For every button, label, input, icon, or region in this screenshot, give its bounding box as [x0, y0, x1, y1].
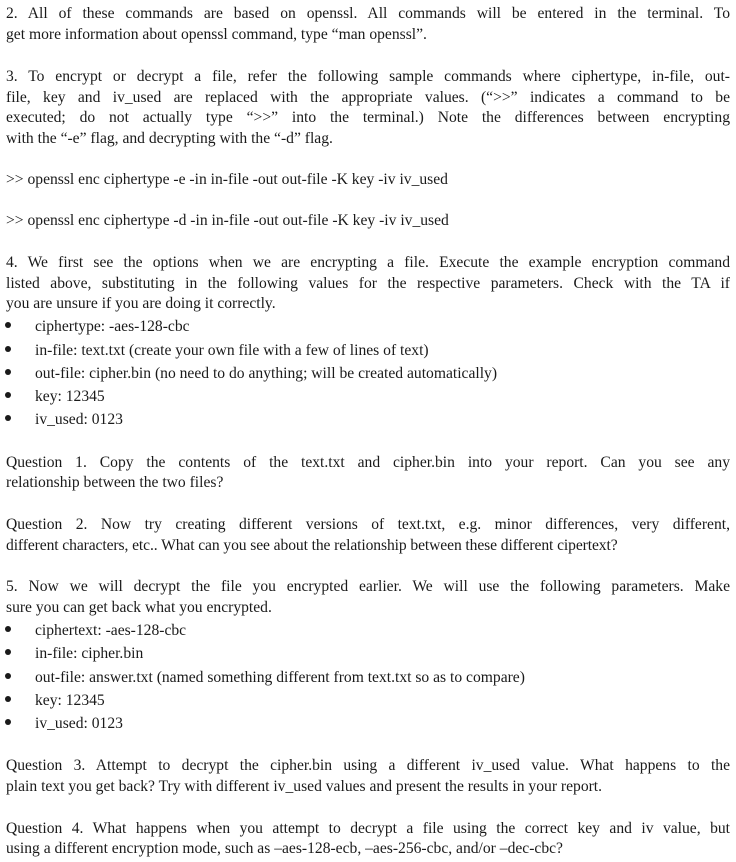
section-5-line-2: sure you can get back what you encrypted.	[6, 599, 272, 616]
list-item-text: out-file: cipher.bin (no need to do anything; will be created automatically)	[35, 365, 498, 382]
section-4-line-1: 4. We first see the options when we are encrypting a file. Execute the example encryption command	[6, 254, 730, 271]
question-1-line-2: relationship between the two files?	[6, 474, 224, 491]
section-2-line-1: 2. All of these commands are based on openssl. All commands will be entered in the terminal. To	[6, 5, 730, 22]
bullet-icon	[5, 322, 11, 328]
question-1-line-1: Question 1. Copy the contents of the text.txt and cipher.bin into your report. Can you see any	[6, 454, 730, 471]
list-item-text: iv_used: 0123	[35, 411, 123, 428]
section-4-line-3: you are unsure if you are doing it correctly.	[6, 295, 276, 312]
bullet-icon	[5, 369, 11, 375]
list-item	[5, 409, 123, 431]
list-item-text: key: 12345	[35, 692, 105, 709]
list-item	[5, 363, 498, 385]
bullet-icon	[5, 392, 11, 398]
section-3-line-3: executed; do not actually type “>>” into the terminal.) Note the differences between encrypting	[6, 109, 730, 126]
list-item	[5, 340, 429, 362]
list-item-text: out-file: answer.txt (named something different from text.txt so as to compare)	[35, 669, 525, 686]
question-4-line-2: using a different encryption mode, such as –aes-128-ecb, –aes-256-cbc, and/or –dec-cbc?	[6, 840, 563, 857]
list-item	[5, 620, 187, 642]
list-item	[5, 713, 123, 735]
encrypt-command: >> openssl enc ciphertype -e -in in-file -out out-file -K key -iv iv_used	[6, 171, 448, 188]
bullet-icon	[5, 626, 11, 632]
list-item-text: iv_used: 0123	[35, 715, 123, 732]
list-item-text: ciphertext: -aes-128-cbc	[35, 622, 187, 639]
question-3-line-2: plain text you get back? Try with different iv_used values and present the results in your report.	[6, 778, 603, 795]
list-item-text: key: 12345	[35, 388, 105, 405]
decrypt-command: >> openssl enc ciphertype -d -in in-file -out out-file -K key -iv iv_used	[6, 212, 449, 229]
bullet-icon	[5, 649, 11, 655]
bullet-icon	[5, 719, 11, 725]
question-2-line-1: Question 2. Now try creating different versions of text.txt, e.g. minor differences, very different,	[6, 516, 730, 533]
list-item	[5, 316, 190, 338]
question-4-line-1: Question 4. What happens when you attempt to decrypt a file using the correct key and iv value, but	[6, 820, 730, 837]
section-2-line-2: get more information about openssl command, type “man openssl”.	[6, 26, 427, 43]
bullet-icon	[5, 346, 11, 352]
section-3-line-2: file, key and iv_used are replaced with the appropriate values. (“>>” indicates a command to be	[6, 89, 730, 106]
bullet-icon	[5, 415, 11, 421]
question-3-line-1: Question 3. Attempt to decrypt the cipher.bin using a different iv_used value. What happens to the	[6, 757, 730, 774]
list-item	[5, 643, 144, 665]
section-4-line-2: listed above, substituting in the following values for the respective parameters. Check with the TA if	[6, 275, 730, 292]
list-item	[5, 667, 525, 689]
list-item-text: in-file: cipher.bin	[35, 645, 144, 662]
question-2-line-2: different characters, etc.. What can you see about the relationship between these different cipertext?	[6, 537, 618, 554]
list-item	[5, 386, 105, 408]
bullet-icon	[5, 696, 11, 702]
list-item-text: in-file: text.txt (create your own file with a few of lines of text)	[35, 342, 429, 359]
section-3-line-4: with the “-e” flag, and decrypting with the “-d” flag.	[6, 130, 333, 147]
section-3-line-1: 3. To encrypt or decrypt a file, refer the following sample commands where ciphertype, in-file, out-	[6, 68, 730, 85]
list-item-text: ciphertype: -aes-128-cbc	[35, 318, 190, 335]
list-item	[5, 690, 105, 712]
bullet-icon	[5, 673, 11, 679]
section-5-line-1: 5. Now we will decrypt the file you encrypted earlier. We will use the following parameters. Make	[6, 578, 730, 595]
